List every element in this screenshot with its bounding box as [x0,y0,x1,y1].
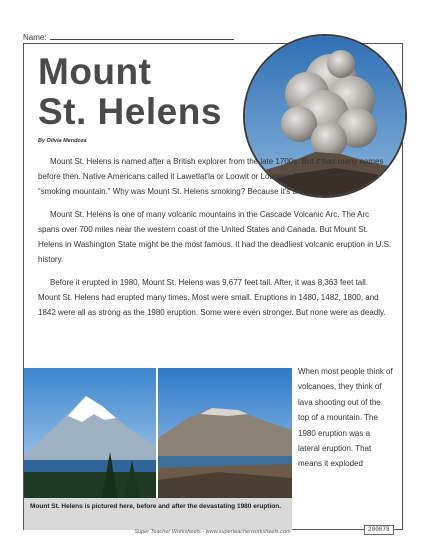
name-row [23,32,234,42]
side-paragraph: When most people think of volcanoes, they think of lava shooting out of the top of a mountain. The 1980 eruption was a lateral eruption. That means it exploded [298,367,393,469]
name-input-line[interactable] [50,32,234,40]
title-line-1: Mount [38,51,152,92]
paragraph-2: Mount St. Helens is one of many volcanic mountains in the Cascade Volcanic Arc. The Arc spans over 700 miles near the western coast of the United States and Canada. But Mount St. Helens in Washington State might be the most famous. It had the deadliest volcanic eruption in U.S. history. [38,210,392,264]
title-line-2: St. Helens [38,91,222,132]
page-title [38,52,222,132]
footer-credit: Super Teacher Worksheets - www.superteacherworksheets.com [134,529,291,535]
after-eruption-photo [158,368,292,498]
worksheet-code: 200078 [364,525,394,535]
article-body [38,154,392,328]
photo-caption: Mount St. Helens is pictured here, before and after the devastating 1980 eruption. [24,498,292,530]
name-label: Name: [23,33,47,42]
paragraph-3: Before it erupted in 1980, Mount St. Helens was 9,677 feet tall. After, it was 8,363 feet tall. Mount St. Helens had erupted many times. Most were small. Eruptions in 1480, 1482, 1800, and 1842 were all as strong as the 1980 eruption. Some were even stronger. But none were as deadly. [38,278,386,317]
byline: By Olivia Mendoza [38,138,87,144]
before-after-photos [24,368,292,498]
paragraph-1: Mount St. Helens is named after a British explorer from the late 1700s. But it had many names before then. Native Americans called it Lawetlat'la or Loowit or Louwala-Clough. They mean “smoking mountain.” Why was Mount St. Helens smoking? Because it's a volcano. [38,157,384,196]
before-eruption-photo [24,368,156,498]
